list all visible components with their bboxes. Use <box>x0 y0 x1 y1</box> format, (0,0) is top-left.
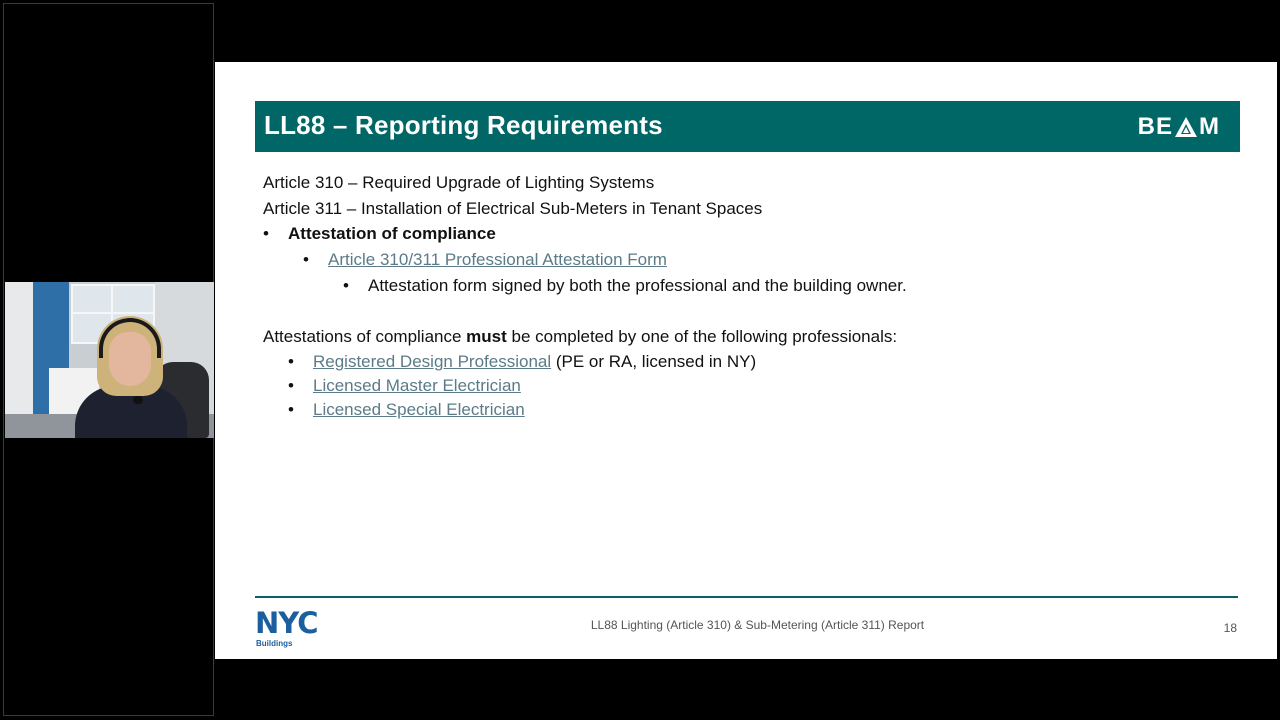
bullet-icon: • <box>263 224 269 243</box>
footer-caption: LL88 Lighting (Article 310) & Sub-Metering (Article 311) Report <box>590 618 925 632</box>
licensed-master-electrician-link[interactable]: Licensed Master Electrician <box>313 376 521 395</box>
beam-logo-right: M <box>1199 113 1220 140</box>
participant-video[interactable] <box>5 282 214 438</box>
bullet-icon: • <box>343 276 349 295</box>
registered-design-professional-link[interactable]: Registered Design Professional <box>313 352 552 371</box>
title-bar <box>255 101 1240 152</box>
article-311-line: Article 311 – Installation of Electrical Sub-Meters in Tenant Spaces <box>263 199 763 218</box>
licensed-special-electrician-link[interactable]: Licensed Special Electrician <box>313 400 525 419</box>
professionals-intro: Attestations of compliance must be completed by one of the following professionals: <box>263 327 898 346</box>
nyc-logo-text: NYC <box>255 606 318 640</box>
beam-triangle-icon <box>1174 116 1198 138</box>
beam-logo-left: BE <box>1137 113 1173 140</box>
bullet-icon: • <box>288 400 294 419</box>
presentation-slide <box>215 62 1277 659</box>
attestation-form-note: Attestation form signed by both the professional and the building owner. <box>368 276 907 295</box>
video-panel <box>3 3 214 716</box>
bullet-icon: • <box>288 376 294 395</box>
nyc-logo-subtext: Buildings <box>256 639 293 648</box>
attestation-heading: Attestation of compliance <box>288 224 496 243</box>
slide-title: LL88 – Reporting Requirements <box>264 110 663 140</box>
attestation-form-link[interactable]: Article 310/311 Professional Attestation Form <box>328 250 667 269</box>
bullet-icon: • <box>288 352 294 371</box>
article-310-line: Article 310 – Required Upgrade of Lighting Systems <box>263 173 655 192</box>
registered-design-professional-suffix: (PE or RA, licensed in NY) <box>551 352 757 371</box>
page-number: 18 <box>1223 621 1237 635</box>
bullet-icon: • <box>303 250 309 269</box>
footer-divider <box>255 596 1238 598</box>
beam-logo <box>1138 112 1220 142</box>
